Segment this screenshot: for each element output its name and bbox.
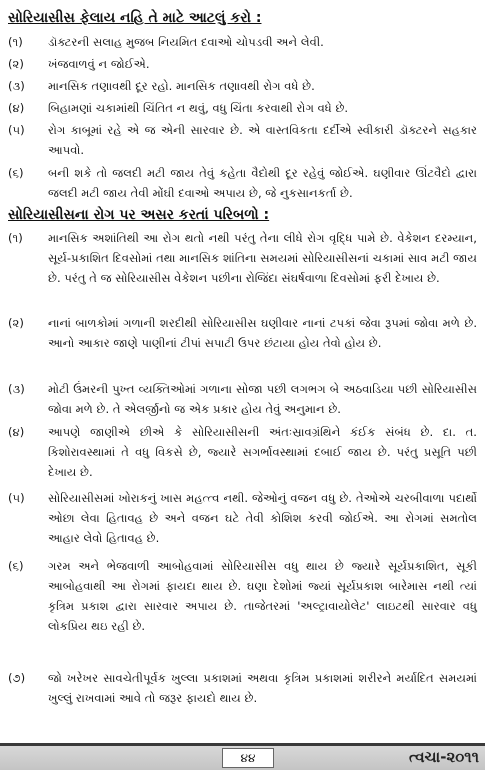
page-footer [0,743,485,770]
item-text: નાનાં બાળકોમાં ગળાની શરદીથી સોરિયાસીસ ઘણીવાર નાનાં ટપકાં જેવા રૂપમાં જોવા મળે છે. આનો આકાર જાણે પાણીનાં ટીપાં સપાટી ઉપર છંટાયા હોય તેવો હોય છે. [48,316,477,350]
item-text: ગરમ અને ભેજવાળી આબોહવામાં સોરિયાસીસ વધુ થાય છે જ્યારે સૂર્યપ્રકાશિત, સૂકી આબોહવાથી આ રોગમાં ફાયદા થાય છે. ઘણા દેશોમાં જ્યાં સૂર્યપ્રકાશ બારેમાસ નથી ત્યાં કૃત્રિમ પ્રકાશ દ્વારા સારવાર અપાય છે. તાજેતરમાં 'અલ્ટ્રાવાયોલેટ' લાઇટથી સારવાર વધુ લોકપ્રિય થઇ રહી છે. [48,559,477,633]
page-number: ૪૪ [222,748,274,768]
list-item [8,488,477,548]
item-number: (૪) [8,425,25,439]
item-number: (૪) [8,101,25,115]
list-item [8,32,477,52]
list-item [8,163,477,203]
item-text: મોટી ઉંમરની પુખ્ત વ્યક્તિઓમાં ગળાના સોજા પછી લગભગ બે અઠવાડિયા પછી સોરિયાસીસ જોવા મળે છે. તે એલર્જીનો જ એક પ્રકાર હોય તેવું અનુમાન છે. [48,382,477,416]
list-item [8,120,477,160]
list-item [8,54,477,74]
list-item [8,76,477,96]
item-number: (૧) [8,231,23,245]
list-item [8,379,477,419]
list-item [8,228,477,288]
item-number: (૭) [8,671,26,685]
publication-title: ત્વચા-૨૦૧૧ [408,748,479,766]
item-text: ખંજવાળવું ન જોઈએ. [48,57,150,71]
item-text: જો ખરેખર સાવચેતીપૂર્વક ખુલ્લા પ્રકાશમાં અથવા કૃત્રિમ પ્રકાશમાં શરીરને મર્યાદિત સમયમાં ખુલ્લું રાખવામાં આવે તો જરૂર ફાયદો થાય છે. [48,671,477,705]
section-heading-prevention: સોરિયાસીસ ફેલાય નહિ તે માટે આટલું કરો : [8,10,262,26]
list-item [8,422,477,482]
item-text: માનસિક અશાંતિથી આ રોગ થતો નથી પરંતુ તેના લીધે રોગ વૃદ્ધિ પામે છે. વેકેશન દરમ્યાન, સૂર્ય-પ્રકાશિત દિવસોમાં તથા માનસિક શાંતિના સમયમાં સોરિયાસીસનાં ચકામાં સાવ મટી જાય છે. પરંતુ તે જ સોરિયાસીસ વેકેશન પછીના રોજિંદા સંઘર્ષવાળા દિવસોમાં ફરી દેખાય છે. [48,231,477,285]
item-text: માનસિક તણાવથી દૂર રહો. માનસિક તણાવથી રોગ વધે છે. [48,79,315,93]
item-number: (૩) [8,79,25,93]
item-text: આપણે જાણીએ છીએ કે સોરિયાસીસની અંતઃસ્રાવગ્રંથિને કંઈક સંબંધ છે. દા. ત. કિશોરાવસ્થામાં તે વધુ વિકસે છે, જ્યારે સગર્ભાવસ્થામાં દબાઈ જાય છે. પરંતુ પ્રસૂતિ પછી દેખાય છે. [48,425,477,479]
item-number: (૬) [8,559,24,573]
section-heading-factors: સોરિયાસીસના રોગ પર અસર કરતાં પરિબળો : [8,207,270,223]
item-number: (૨) [8,57,24,71]
item-number: (૩) [8,382,25,396]
item-text: બની શકે તો જલદી મટી જાય તેવું કહેતા વૈદોથી દૂર રહેવું જોઈએ. ઘણીવાર ઊંટવૈદો દ્વારા જલદી મટી જાય તેવી મોંઘી દવાઓ અપાય છે, જે નુકસાનકર્તા છે. [48,166,477,200]
item-number: (૫) [8,491,25,505]
item-number: (૨) [8,316,24,330]
item-text: બિહામણાં ચકામાંથી ચિંતિત ન થવું, વધુ ચિંતા કરવાથી રોગ વધે છે. [48,101,349,115]
list-item [8,556,477,636]
list-item [8,98,477,118]
item-number: (૫) [8,123,25,137]
item-text: સોરિયાસીસમાં ખોરાકનું ખાસ મહત્ત્વ નથી. જેઓનું વજન વધુ છે. તેઓએ ચરબીવાળા પદાર્થો ઓછા લેવા હિતાવહ છે અને વજન ઘટે તેવી કોશિશ કરવી જોઈએ. આ રોગમાં સમતોલ આહાર લેવો હિતાવહ છે. [48,491,477,545]
list-item [8,668,477,708]
item-number: (૬) [8,166,24,180]
item-text: ડૉક્ટરની સલાહ મુજબ નિયમિત દવાઓ ચોપડવી અને લેવી. [48,35,324,49]
item-number: (૧) [8,35,23,49]
list-item [8,313,477,353]
item-text: રોગ કાબૂમાં રહે એ જ એની સારવાર છે. એ વાસ્તવિકતા દર્દીએ સ્વીકારી ડૉક્ટરને સહકાર આપવો. [48,123,477,157]
